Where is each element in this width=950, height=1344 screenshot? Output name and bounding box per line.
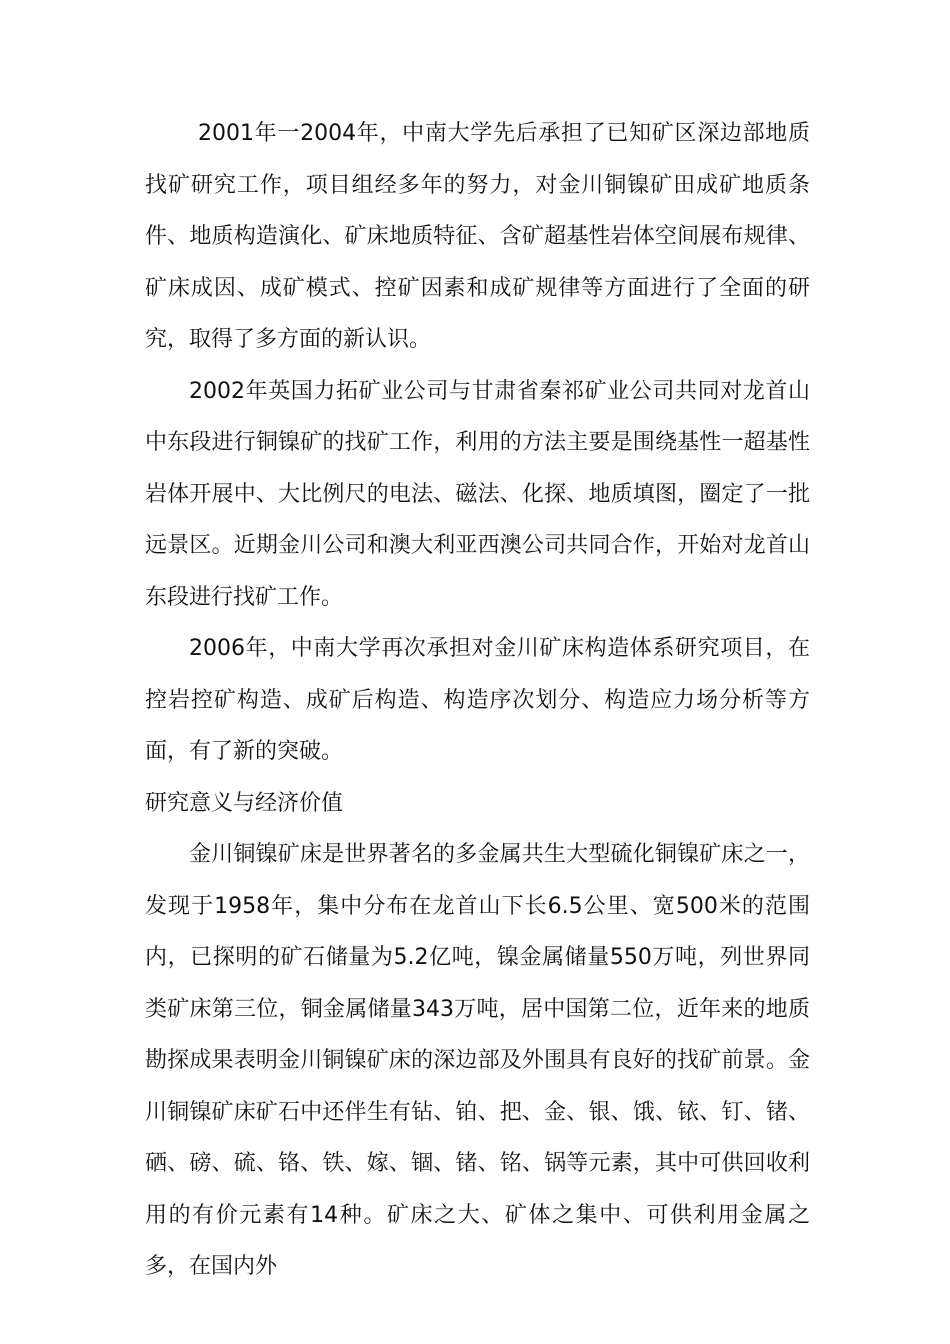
- paragraph-exploration-2002: 2002年英国力拓矿业公司与甘肃省秦祁矿业公司共同对龙首山中东段进行铜镍矿的找矿工作，利用的方法主要是围绕基性一超基性岩体开展中、大比例尺的电法、磁法、化探、地质填图，圈定了一批远景区。近期金川公司和澳大利亚西澳公司共同合作，开始对龙首山东段进行找矿工作。: [145, 378, 810, 610]
- document-body: [145, 108, 810, 1293]
- section-heading: 研究意义与经济价值: [145, 790, 344, 816]
- paragraph-significance: 金川铜镍矿床是世界著名的多金属共生大型硫化铜镍矿床之一，发现于1958年，集中分布在龙首山下长6.5公里、宽500米的范围内，已探明的矿石储量为5.2亿吨，镍金属储量550万吨，列世界同类矿床第三位，铜金属储量343万吨，居中国第二位，近年来的地质勘探成果表明金川铜镍矿床的深边部及外围具有良好的找矿前景。金川铜镍矿床矿石中还伴生有钻、铂、把、金、银、饿、铱、钉、锗、硒、磅、硫、铬、铁、嫁、锢、锗、铭、锅等元素，其中可供回收利用的有价元素有14种。矿床之大、矿体之集中、可供利用金属之多，在国内外: [145, 842, 810, 1279]
- paragraph-research-2001: 2001年一2004年，中南大学先后承担了已知矿区深边部地质找矿研究工作，项目组经多年的努力，对金川铜镍矿田成矿地质条件、地质构造演化、矿床地质特征、含矿超基性岩体空间展布规律、矿床成因、成矿模式、控矿因素和成矿规律等方面进行了全面的研究，取得了多方面的新认识。: [145, 121, 810, 352]
- paragraph-research-2006: 2006年，中南大学再次承担对金川矿床构造体系研究项目，在控岩控矿构造、成矿后构造、构造序次划分、构造应力场分析等方面，有了新的突破。: [145, 636, 810, 764]
